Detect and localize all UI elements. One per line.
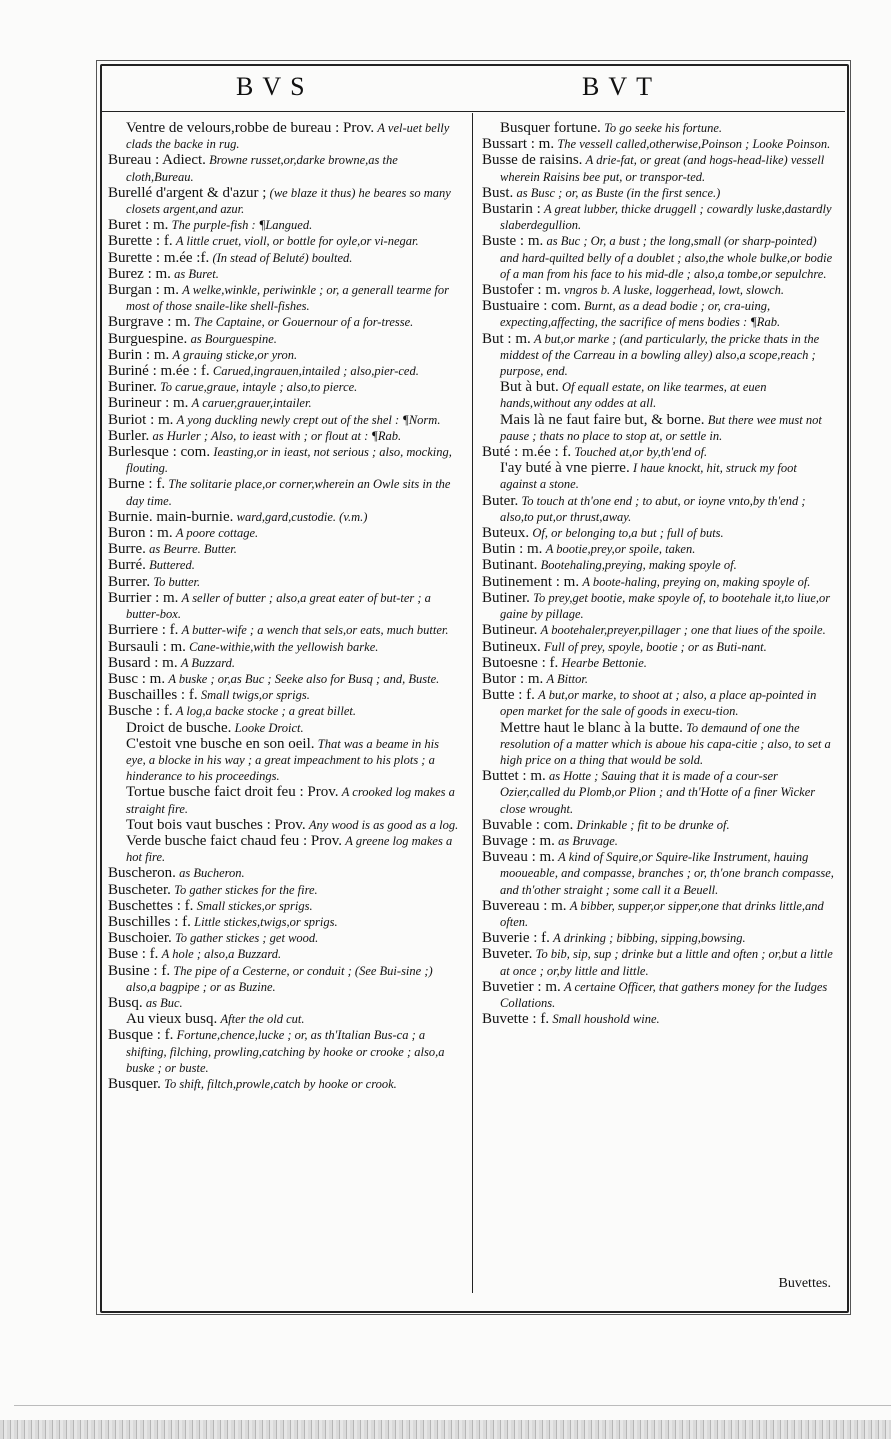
definition: A boote-haling, preying on, making spoyle of. [582,574,811,589]
definition: as Buret. [174,266,219,281]
dictionary-entry [108,687,460,703]
headword: I'ay buté à vne pierre. [500,460,630,477]
headword: C'estoit vne busche en son oeil. [126,735,315,752]
headword: Butineur. [482,622,538,639]
dictionary-entry [108,557,460,573]
dictionary-entry [108,590,460,622]
dictionary-entry [482,622,834,638]
definition: The pipe of a Cesterne, or conduit ; (See Bui-sine ;) also,a bagpipe ; or as Buzine. [126,963,433,994]
headword: Burre. [108,541,146,558]
headword: Burler. [108,427,150,444]
headword: Busq. [108,994,143,1011]
dictionary-entry [482,817,834,833]
left-column [108,120,460,1092]
dictionary-entry [482,298,834,330]
definition: (we blaze it thus) he beares so many closets argent,and azur. [126,185,451,217]
dictionary-entry [108,720,460,736]
dictionary-entry [482,590,834,622]
dictionary-entry [482,525,834,541]
definition: A certaine Officer, that gathers money for the Iudges Collations. [500,979,828,1010]
headword: Butoesne : f. [482,654,559,671]
definition: Cane-withie,with the yellowish barke. [189,639,379,654]
dictionary-entry [482,768,834,817]
definition: A bibber, supper,or sipper,one that drinks little,and often. [500,898,824,929]
dictionary-entry [108,1076,460,1092]
dictionary-entry [108,525,460,541]
definition: To carue,graue, intayle ; also,to pierce. [160,380,358,395]
dictionary-entry [108,509,460,525]
definition: as Bucheron. [179,866,245,881]
definition: But there wee must not pause ; thats no place to stop at, or settle in. [500,412,822,443]
dictionary-entry [482,444,834,460]
dictionary-entry [108,898,460,914]
dictionary-entry [108,930,460,946]
definition: as Beurre. Butter. [149,542,237,557]
dictionary-entry [108,946,460,962]
dictionary-entry [108,963,460,995]
headword: Burette : m.ée :f. [108,249,210,266]
definition: To gather stickes ; get wood. [175,931,319,946]
dictionary-entry [482,898,834,930]
dictionary-entry [108,995,460,1011]
headword: Burlesque : com. [108,444,211,461]
dictionary-entry [482,136,834,152]
headword: Bureau : Adiect. [108,152,206,169]
headword: Buveau : m. [482,849,555,866]
definition: A buske ; or,as Buc ; Seeke also for Busq ; and, Buste. [168,671,440,686]
definition: A log,a backe stocke ; a great billet. [175,704,356,719]
headword: Bustarin : [482,201,541,218]
definition: ward,gard,custodie. (v.m.) [236,509,368,524]
headword: Busquer fortune. [500,120,601,136]
definition: Drinkable ; fit to be drunke of. [576,817,730,832]
dictionary-entry [108,185,460,217]
dictionary-entry [108,120,460,152]
headword: Buscheter. [108,881,171,898]
definition: To bib, sip, sup ; drinke but a little and often ; or,but a little at once ; or,by little and little. [500,947,833,978]
dictionary-entry [482,979,834,1011]
dictionary-entry [482,493,834,525]
headword: Burineur : m. [108,395,189,412]
headword: Burriere : f. [108,622,179,639]
headword: Burré. [108,557,146,574]
headword: Butinant. [482,557,538,574]
headword: Bursauli : m. [108,638,186,655]
dictionary-entry [108,914,460,930]
headword: Burrer. [108,573,151,590]
definition: The solitarie place,or corner,wherein an Owle sits in the day time. [126,477,451,508]
dictionary-entry [108,444,460,476]
column-divider [472,113,473,1293]
headword: Buron : m. [108,525,173,542]
headword: Buscheron. [108,865,176,882]
definition: A drinking ; bibbing, sipping,bowsing. [553,931,746,946]
headword: Burez : m. [108,265,171,282]
definition: A seller of butter ; also,a great eater of but-ter ; a butter-box. [126,590,431,622]
definition: A bootehaler,preyer,pillager ; one that liues of the spoile. [540,623,826,638]
definition: A yong duckling newly crept out of the shel : ¶Norm. [176,412,441,427]
headword: Buveter. [482,946,533,963]
dictionary-entry [108,541,460,557]
headword: Droict de busche. [126,719,232,736]
dictionary-entry [108,1011,460,1027]
headword: But : m. [482,330,531,347]
definition: A but,or marke ; (and particularly, the pricke thats in the middest of the Carreau in a bowling alley) also,a scope,reach ; purpose, end. [500,331,820,379]
headword: Ventre de velours,robbe de bureau : Prov. [126,120,375,136]
definition: Of equall estate, on like tearmes, at euen hands,without any oddes at all. [500,380,767,411]
definition: Looke Droict. [234,720,304,735]
definition: The purple-fish : ¶Langued. [171,218,313,233]
headword: Burin : m. [108,346,170,363]
headword: Buverie : f. [482,930,550,947]
definition: That was a beame in his eye, a blocke in his way ; a great impeachment to his plots ; a hinderance to his proceedings. [126,736,439,784]
definition: A kind of Squire,or Squire-like Instrument, hauing mooueable, and compasse, branches ; or, th'one branch compasse, and th'other straight ; some call it a Beuell. [500,850,834,897]
dictionary-entry [108,833,460,865]
dictionary-entry [108,671,460,687]
headword: Buriner. [108,379,157,396]
dictionary-entry [482,282,834,298]
dictionary-entry [482,557,834,573]
dictionary-entry [108,152,460,184]
definition: Browne russet,or,darke browne,as the cloth,Bureau. [126,153,398,184]
dictionary-entry [482,233,834,282]
headword: Buste : m. [482,233,544,250]
definition: A hole ; also,a Buzzard. [161,947,282,962]
headword: Buriot : m. [108,411,174,428]
headword: Buse : f. [108,946,159,963]
right-column [482,120,834,1027]
headword: Buschoier. [108,930,172,947]
definition: To prey,get bootie, make spoyle of, to bootehale it,to liue,or gaine by pillage. [500,590,831,622]
scan-edge-line [14,1405,891,1406]
definition: A but,or marke, to shoot at ; also, a place ap-pointed in open market for the sale of goods in execu-tion. [500,688,817,719]
definition: as Bruvage. [558,833,618,848]
dictionary-entry [482,460,834,492]
definition: To gather stickes for the fire. [174,882,318,897]
definition: as Hurler ; Also, to ieast with ; or flout at : ¶Rab. [152,428,402,443]
definition: A greene log makes a hot fire. [126,833,453,865]
dictionary-entry [108,703,460,719]
dictionary-entry [108,266,460,282]
definition: as Hotte ; Sauing that it is made of a cour-ser Ozier,called du Plomb,or Plion ; and th'Hotte of a finer Wicker close wrought. [500,769,816,816]
dictionary-entry [482,671,834,687]
headword: Buvette : f. [482,1011,550,1028]
dictionary-entry [108,655,460,671]
headword: Buttet : m. [482,768,546,785]
definition: Any wood is as good as a log. [308,817,459,832]
dictionary-entry [482,1011,834,1027]
dictionary-entry [108,314,460,330]
dictionary-entry [482,930,834,946]
definition: A Buzzard. [180,655,236,670]
headword: Buvetier : m. [482,978,561,995]
definition: Ieasting,or in ieast, not serious ; also, mocking, flouting. [126,445,452,476]
headword: Mais là ne faut faire but, & borne. [500,411,705,428]
definition: Hearbe Bettonie. [561,655,647,670]
headword: Butin : m. [482,541,543,558]
definition: The Captaine, or Gouernour of a for-tresse. [193,315,414,330]
dictionary-entry [108,412,460,428]
definition: Carued,ingrauen,intailed ; also,pier-ced. [212,364,419,379]
headword: Burgan : m. [108,282,179,299]
definition: as Buc ; Or, a bust ; the long,small (or sharp-pointed) and hard-quilted belly of a doublet ; also,the whole bulke,or bodie of a man from his face to his mid-dle ; also,a tombe,or sepulchre. [500,234,833,281]
definition: Burnt, as a dead bodie ; or, cra-uing, expecting,affecting, the sacrifice of mens bodies : ¶Rab. [500,299,781,330]
dictionary-entry [482,331,834,380]
headword: Busque : f. [108,1027,174,1044]
headword: Busc : m. [108,670,166,687]
headword: Burellé d'argent & d'azur ; [108,184,267,201]
headword: Buvable : com. [482,816,574,833]
headword: Buvereau : m. [482,897,567,914]
headword: Mettre haut le blanc à la butte. [500,719,683,736]
headword: Burnie. main-burnie. [108,508,234,525]
dictionary-entry [108,331,460,347]
dictionary-entry [108,217,460,233]
definition: The vessell called,otherwise,Poinson ; Looke Poinson. [557,137,831,152]
definition: Small twigs,or sprigs. [200,688,310,703]
definition: A poore cottage. [175,526,259,541]
dictionary-entry [108,1027,460,1076]
headword: Verde busche faict chaud feu : Prov. [126,832,343,849]
headword: Busine : f. [108,962,171,979]
headword: Bustofer : m. [482,282,561,299]
dictionary-entry [108,363,460,379]
headword: Buvage : m. [482,832,555,849]
dictionary-entry [108,233,460,249]
definition: To go seeke his fortune. [604,121,722,135]
headword: Burne : f. [108,476,166,493]
headword: Butineux. [482,638,541,655]
dictionary-entry [482,574,834,590]
dictionary-entry [482,185,834,201]
definition: A butter-wife ; a wench that sels,or eats, much butter. [181,623,449,638]
dictionary-entry [108,865,460,881]
headword: Butinement : m. [482,573,580,590]
headword: Buschettes : f. [108,897,194,914]
running-head-left: BVS [236,72,314,101]
headword: Busquer. [108,1075,161,1092]
definition: as Busc ; or, as Buste (in the first sence.) [516,185,721,200]
headword: Busche : f. [108,703,173,720]
dictionary-entry [108,639,460,655]
header-rule [100,111,845,112]
headword: Buter. [482,492,519,509]
definition: After the old cut. [220,1012,305,1027]
dictionary-entry [108,622,460,638]
definition: To butter. [153,574,201,589]
definition: A crooked log makes a straight fire. [126,785,455,816]
definition: Little stickes,twigs,or sprigs. [194,914,338,929]
definition: Small stickes,or sprigs. [196,898,313,913]
definition: Of, or belonging to,a but ; full of buts. [532,526,724,541]
dictionary-entry [482,152,834,184]
headword: Burgrave : m. [108,314,191,331]
dictionary-entry [482,720,834,769]
dictionary-entry [482,541,834,557]
headword: Bustuaire : com. [482,298,581,315]
dictionary-entry [108,736,460,785]
dictionary-entry [108,282,460,314]
dictionary-entry [108,395,460,411]
dictionary-entry [482,687,834,719]
definition: To touch at th'one end ; to abut, or ioyne vnto,by th'end ; also,to put,or thrust,away. [500,493,806,524]
definition: A Bittor. [546,671,588,686]
definition: A little cruet, violl, or bottle for oyle,or vi-negar. [175,234,419,249]
headword: But à but. [500,379,559,396]
headword: Tortue busche faict droit feu : Prov. [126,784,339,801]
headword: Butte : f. [482,687,535,704]
definition: A welke,winkle, periwinkle ; or, a generall tearme for most of those snaile-like shell-fishes. [126,283,449,314]
definition: A drie-fat, or great (and hogs-head-like) vessell wherein Raisins bee put, or transpor-ted. [500,153,825,184]
headword: Buteux. [482,525,530,542]
definition: (In stead of Beluté) boulted. [212,250,353,265]
headword: Burette : f. [108,233,173,250]
headword: Buschailles : f. [108,687,198,704]
definition: Small houshold wine. [552,1012,660,1027]
dictionary-entry [108,250,460,266]
definition: A caruer,grauer,intailer. [191,396,312,411]
dictionary-entry [482,120,834,136]
definition: Buttered. [149,558,195,573]
dictionary-entry [108,476,460,508]
dictionary-entry [482,849,834,898]
headword: Buté : m.ée : f. [482,444,572,461]
headword: Burrier : m. [108,589,179,606]
definition: Touched at,or by,th'end of. [574,445,708,460]
headword: Butor : m. [482,670,544,687]
definition: Full of prey, spoyle, bootie ; or as Buti-nant. [544,639,767,654]
dictionary-entry [482,946,834,978]
headword: Bussart : m. [482,136,555,153]
definition: Bootehaling,preying, making spoyle of. [540,558,737,573]
running-head-right: BVT [582,72,661,101]
definition: A bootie,prey,or spoile, taken. [545,542,696,557]
definition: A vel-uet belly clads the backe in rug. [126,121,450,152]
definition: A great lubber, thicke druggell ; cowardly luske,dastardly slaberdegullion. [500,202,832,233]
headword: Buret : m. [108,217,169,234]
dictionary-entry [482,379,834,411]
dictionary-entry [482,412,834,444]
dictionary-entry [482,201,834,233]
dictionary-entry [108,784,460,816]
headword: Butiner. [482,589,530,606]
headword: Buriné : m.ée : f. [108,363,210,380]
definition: vngros b. A luske, loggerhead, lowt, slowch. [564,283,785,298]
definition: To shift, filtch,prowle,catch by hooke or crook. [164,1076,397,1091]
dictionary-entry [108,428,460,444]
dictionary-entry [108,347,460,363]
catchword: Buvettes. [778,1276,831,1291]
dictionary-entry [482,639,834,655]
definition: as Bourguespine. [190,331,277,346]
definition: A grauing sticke,or yron. [172,347,298,362]
headword: Tout bois vaut busches : Prov. [126,816,306,833]
headword: Busse de raisins. [482,152,583,169]
dictionary-entry [108,882,460,898]
scan-edge-strip [0,1420,891,1439]
dictionary-entry [108,574,460,590]
headword: Bust. [482,184,514,201]
headword: Au vieux busq. [126,1011,218,1028]
definition: as Buc. [145,995,183,1010]
dictionary-entry [108,379,460,395]
headword: Busard : m. [108,654,178,671]
dictionary-entry [108,817,460,833]
definition: To demaund of one the resolution of a matter which is aboue his capa-citie ; also, to set a high price on a thing that would be sold. [500,720,831,767]
definition: Fortune,chence,lucke ; or, as th'Italian Bus-ca ; a shifting, filching, prowling,catching by hooke or crooke ; also,a buske ; or buste. [126,1028,445,1075]
dictionary-entry [482,833,834,849]
definition: I haue knockt, hit, struck my foot against a stone. [500,461,797,492]
dictionary-entry [482,655,834,671]
headword: Buschilles : f. [108,913,191,930]
headword: Burguespine. [108,330,188,347]
